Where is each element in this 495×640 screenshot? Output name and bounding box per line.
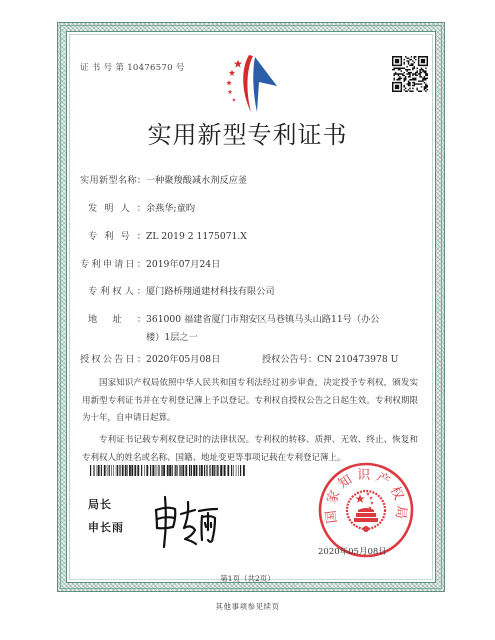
page-number: 第1页（共2页）: [220, 574, 275, 583]
field-label: 实用新型名称：: [80, 175, 146, 186]
signature-strokes: [156, 497, 217, 547]
field-label: 专利权人：: [88, 286, 146, 297]
field-label: 发明人：: [88, 203, 146, 214]
qr-code-icon: [392, 56, 428, 92]
field-value: 一种聚羧酸减水剂反应釜: [146, 175, 248, 186]
field-application-date: [80, 256, 220, 274]
field-value: CN 210473978 U: [317, 354, 399, 365]
statement-paragraph: 专利证书记载专利权登记时的法律状况。专利权的转移、质押、无效、终止、恢复和专利权人的姓名或名称、国籍、地址变更等事项记载在专利登记簿上。: [82, 435, 418, 463]
cnipa-logo-icon: [218, 52, 284, 114]
handwritten-signature: [148, 494, 220, 550]
field-utility-model-name: [80, 172, 247, 190]
page-title: 实用新型专利证书: [147, 121, 348, 149]
logo-star: [228, 90, 233, 95]
logo-star: [232, 98, 236, 102]
logo-red-swoosh: [243, 55, 253, 112]
signature-stroke: [184, 502, 188, 528]
field-grant-date: [80, 351, 220, 369]
signature-stroke: [164, 497, 166, 547]
seal-date: 2020年05月08日: [318, 547, 387, 557]
signature-stroke: [199, 509, 217, 511]
footer-note: 其他事项参见续页: [215, 602, 280, 611]
logo-star: [234, 60, 243, 68]
logo-star: [226, 80, 232, 85]
logo-stars: [226, 60, 242, 102]
field-value: 361000 福建省厦门市翔安区马巷镇马头山路11号（办公楼）1层之一: [146, 314, 380, 343]
field-address: [80, 311, 384, 347]
emblem-gear: [363, 526, 369, 532]
barcode-bars: [90, 465, 245, 476]
signatory-name: 申长雨: [88, 521, 124, 534]
certificate-number: 证 书 号 第 10476570 号: [80, 63, 185, 73]
signature-stroke: [202, 516, 203, 540]
emblem-star: [366, 492, 370, 496]
statement-paragraph: 国家知识产权局依照中华人民共和国专利法经过初步审查，决定授予专利权，颁发实用新型专利证书并在专利登记簿上予以登记。专利权自授权公告之日起生效。专利权期限为十年，自申请日起算。: [82, 378, 418, 423]
field-value: 余燕华;童昀: [146, 203, 196, 214]
field-inventor: [80, 200, 195, 218]
field-grant-number: [262, 351, 398, 369]
seal-text-path: 国家知识产权局: [323, 467, 409, 525]
barcode-icon: [90, 465, 246, 476]
emblem-star: [370, 501, 374, 505]
emblem-star: [355, 494, 365, 503]
emblem-star: [369, 496, 373, 500]
field-value: 2020年05月08日: [146, 354, 221, 365]
field-value: 2019年07月24日: [146, 259, 221, 270]
field-label: 专利号：: [88, 231, 146, 242]
field-value: 厦门路桥翔通建材科技有限公司: [146, 286, 275, 297]
national-emblem-icon: [347, 491, 385, 532]
field-label: 授权公告日：: [80, 354, 146, 365]
field-patent-number: [80, 228, 247, 246]
emblem-stars: [355, 492, 374, 510]
field-value: ZL 2019 2 1175071.X: [146, 231, 247, 242]
field-label: 授权公告号：: [262, 354, 318, 365]
field-label: 专利申请日：: [80, 259, 146, 270]
signatory-title: 局长: [88, 498, 112, 511]
signature-stroke: [184, 526, 196, 544]
field-label: 地址：: [88, 314, 146, 325]
logo-blue-shape: [253, 57, 277, 112]
logo-star: [229, 70, 236, 76]
field-patentee: [80, 283, 275, 301]
emblem-gate: [354, 508, 378, 522]
